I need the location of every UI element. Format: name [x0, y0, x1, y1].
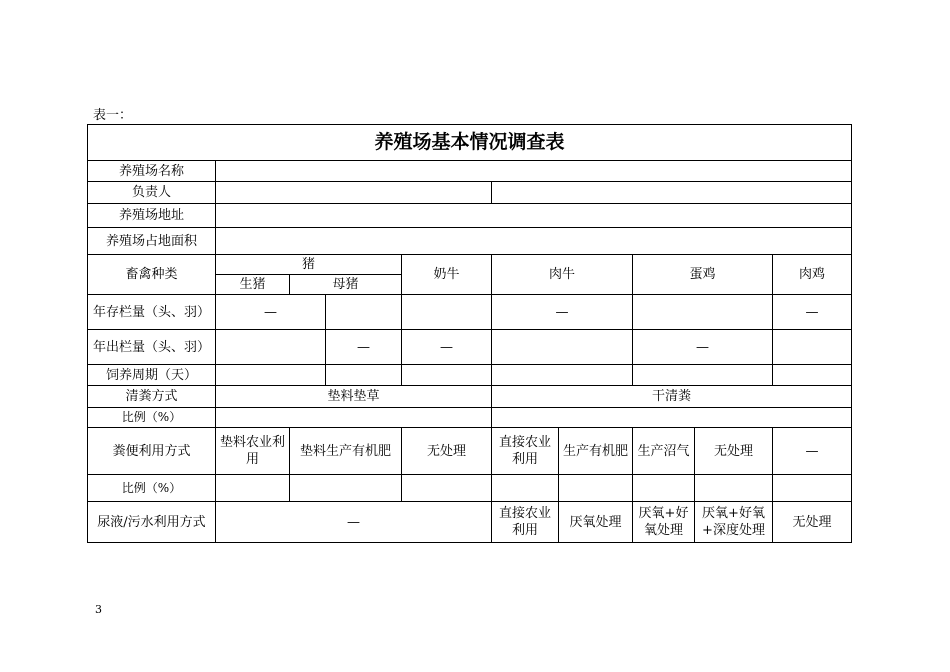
stock-fattening-pig: — [216, 295, 326, 330]
ratio-dry-no-treatment[interactable] [695, 475, 773, 502]
cycle-laying-hen[interactable] [633, 365, 773, 386]
urine-direct-farm-use: 直接农业利用 [492, 502, 559, 543]
output-broiler[interactable] [773, 330, 852, 365]
manure-method-row [88, 386, 852, 408]
organic-fertilizer: 生产有机肥 [559, 428, 633, 475]
manure-use-dash: — [773, 428, 852, 475]
output-fattening-pig[interactable] [216, 330, 326, 365]
litter-farm-use: 垫料农业利用 [216, 428, 290, 475]
manure-use-row [88, 428, 852, 475]
pig-header: 猪 [216, 255, 402, 275]
area-value[interactable] [216, 228, 852, 255]
dry-no-treatment: 无处理 [695, 428, 773, 475]
stock-sow[interactable] [326, 295, 402, 330]
owner-extra-value[interactable] [492, 182, 852, 204]
address-label: 养殖场地址 [88, 204, 216, 228]
beef-cattle-header: 肉牛 [492, 255, 633, 295]
cycle-sow[interactable] [326, 365, 402, 386]
output-label: 年出栏量（头、羽） [88, 330, 216, 365]
output-laying-hen: — [633, 330, 773, 365]
table-title: 养殖场基本情况调查表 [88, 125, 852, 161]
method-ratio-label: 比例（%） [88, 408, 216, 428]
use-ratio-row [88, 475, 852, 502]
owner-label: 负责人 [88, 182, 216, 204]
address-value[interactable] [216, 204, 852, 228]
species-row [88, 255, 852, 275]
urine-use-label: 尿液/污水利用方式 [88, 502, 216, 543]
fattening-pig-header: 生猪 [216, 275, 290, 295]
cycle-dairy-cow[interactable] [402, 365, 492, 386]
page-number: 3 [95, 603, 102, 616]
owner-row [88, 182, 852, 204]
urine-anaerobic-aerobic-deep: 厌氧+好氧+深度处理 [695, 502, 773, 543]
address-row [88, 204, 852, 228]
dairy-cow-header: 奶牛 [402, 255, 492, 295]
output-sow: — [326, 330, 402, 365]
output-row [88, 330, 852, 365]
ratio-litter-fertilizer[interactable] [290, 475, 402, 502]
cycle-label: 饲养周期（天） [88, 365, 216, 386]
cycle-broiler[interactable] [773, 365, 852, 386]
ratio-organic-fertilizer[interactable] [559, 475, 633, 502]
owner-value[interactable] [216, 182, 492, 204]
stock-label: 年存栏量（头、羽） [88, 295, 216, 330]
area-row [88, 228, 852, 255]
ratio-biogas[interactable] [633, 475, 695, 502]
urine-no-treatment: 无处理 [773, 502, 852, 543]
cycle-fattening-pig[interactable] [216, 365, 326, 386]
survey-table [87, 124, 852, 543]
ratio-direct-farm-use[interactable] [492, 475, 559, 502]
laying-hen-header: 蛋鸡 [633, 255, 773, 295]
direct-farm-use: 直接农业利用 [492, 428, 559, 475]
litter-ratio-value[interactable] [216, 408, 492, 428]
urine-litter-dash: — [216, 502, 492, 543]
use-ratio-label: 比例（%） [88, 475, 216, 502]
urine-anaerobic: 厌氧处理 [559, 502, 633, 543]
farm-name-row [88, 161, 852, 182]
urine-anaerobic-aerobic: 厌氧+好氧处理 [633, 502, 695, 543]
dry-cleaning-ratio-value[interactable] [492, 408, 852, 428]
cycle-row [88, 365, 852, 386]
ratio-litter-farm-use[interactable] [216, 475, 290, 502]
method-ratio-row [88, 408, 852, 428]
litter-no-treatment: 无处理 [402, 428, 492, 475]
stock-beef-cattle: — [492, 295, 633, 330]
title-row [88, 125, 852, 161]
urine-use-row [88, 502, 852, 543]
species-label: 畜禽种类 [88, 255, 216, 295]
litter-method: 垫料垫草 [216, 386, 492, 408]
stock-laying-hen[interactable] [633, 295, 773, 330]
table-caption: 表一： [93, 108, 133, 123]
stock-dairy-cow[interactable] [402, 295, 492, 330]
cycle-beef-cattle[interactable] [492, 365, 633, 386]
output-dairy-cow: — [402, 330, 492, 365]
farm-name-label: 养殖场名称 [88, 161, 216, 182]
ratio-extra[interactable] [773, 475, 852, 502]
biogas: 生产沼气 [633, 428, 695, 475]
stock-row [88, 295, 852, 330]
litter-fertilizer: 垫料生产有机肥 [290, 428, 402, 475]
ratio-litter-no-treatment[interactable] [402, 475, 492, 502]
sow-header: 母猪 [290, 275, 402, 295]
output-beef-cattle[interactable] [492, 330, 633, 365]
manure-use-label: 粪便利用方式 [88, 428, 216, 475]
farm-name-value[interactable] [216, 161, 852, 182]
manure-method-label: 清粪方式 [88, 386, 216, 408]
area-label: 养殖场占地面积 [88, 228, 216, 255]
broiler-header: 肉鸡 [773, 255, 852, 295]
stock-broiler: — [773, 295, 852, 330]
dry-cleaning-method: 干清粪 [492, 386, 852, 408]
